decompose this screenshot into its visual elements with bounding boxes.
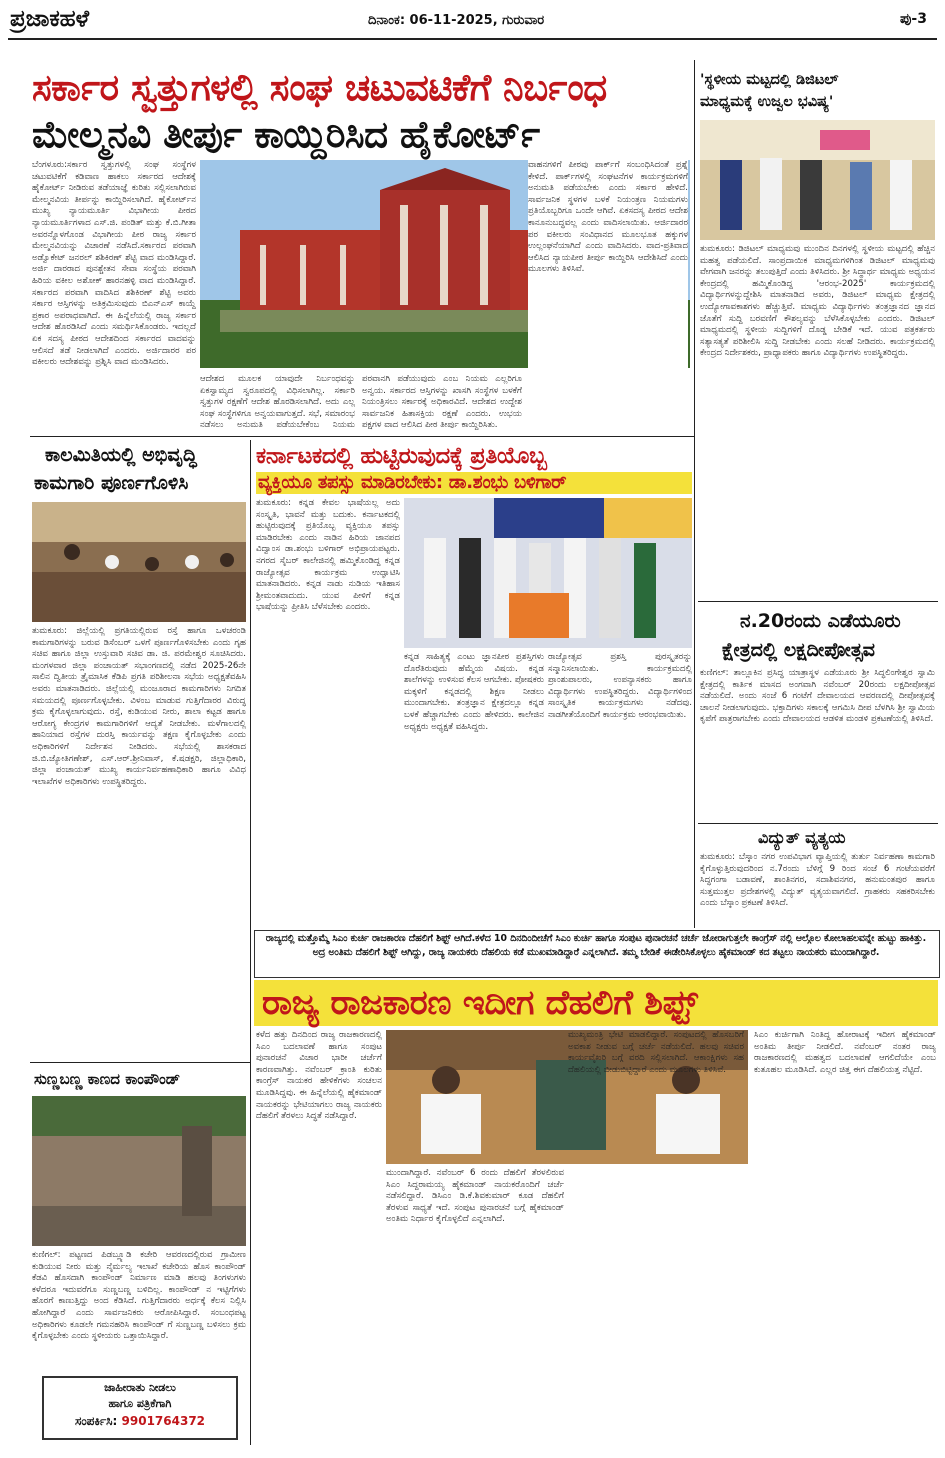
power-headline: ವಿದ್ಯುತ್ ವ್ಯತ್ಯಯ [758,828,846,847]
ad-box [42,1376,238,1440]
ad-phone: 9901764372 [121,1414,206,1428]
kalamiti-meeting-photo [32,502,246,622]
digital-headline-1: 'ಸ್ಥಳೀಯ ಮಟ್ಟದಲ್ಲಿ ಡಿಜಿಟಲ್ [700,72,839,88]
karnataka-col2: ಕನ್ನಡ ಸಾಹಿತ್ಯಕ್ಕೆ ಎಂಟು ಜ್ಞಾನಪೀಠ ಪ್ರಶಸ್ತಿಗಳು ದೊರೆತಿರುವುದು ಹೆಮ್ಮೆಯ ವಿಷಯ. ಕನ್ನಡ ಶಾಲೆಗಳನ್ನು ಉಳಿಸುವ ಕೆಲಸ ಆಗಬೇಕು. ಪೋಷಕರು ಮಕ್ಕಳಿಗೆ ಕನ್ನಡದಲ್ಲಿ ಶಿಕ್ಷಣ ನೀಡಲು ಮುಂದಾಗಬೇಕು. ತಂತ್ರಜ್ಞಾನ ಕ್ಷೇತ್ರದಲ್ಲೂ ಕನ್ನಡ ಬಳಕೆ ಹೆಚ್ಚಾಗಬೇಕು ಎಂದು ಹೇಳಿದರು. ಕಾಲೇಜಿನ ಅಧ್ಯಕ್ಷರು ಅಧ್ಯಕ್ಷತೆ ವಹಿಸಿದ್ದರು. [404,652,544,732]
politics-col1: ಕಳೆದ ಹತ್ತು ದಿನದಿಂದ ರಾಜ್ಯ ರಾಜಕಾರಣದಲ್ಲಿ ಸಿಎಂ ಬದಲಾವಣೆ ಹಾಗೂ ಸಂಪುಟ ಪುನಾರಚನೆ ವಿಚಾರ ಭಾರೀ ಚರ್ಚೆಗೆ ಕಾರಣವಾಗಿತ್ತು. ನವೆಂಬರ್ ಕ್ರಾಂತಿ ಕುರಿತು ಕಾಂಗ್ರೆಸ್ ನಾಯಕರ ಹೇಳಿಕೆಗಳು ಸಂಚಲನ ಮೂಡಿಸಿದ್ದವು. ಈ ಹಿನ್ನೆಲೆಯಲ್ಲಿ ಹೈಕಮಾಂಡ್ ನಾಯಕರನ್ನು ಭೇಟಿಯಾಗಲು ರಾಜ್ಯ ನಾಯಕರು ದೆಹಲಿಗೆ ತೆರಳಲು ಸಿದ್ಧತೆ ನಡೆಸಿದ್ದಾರೆ. [256,1030,382,1122]
kalamiti-body: ತುಮಕೂರು: ಜಿಲ್ಲೆಯಲ್ಲಿ ಪ್ರಗತಿಯಲ್ಲಿರುವ ರಸ್ತೆ ಹಾಗೂ ಒಳಚರಂಡಿ ಕಾಮಗಾರಿಗಳನ್ನು ಬರುವ ಡಿಸೆಂಬರ್ ಒಳಗೆ ಪೂರ್ಣಗೊಳಿಸಬೇಕು ಎಂದು ಗೃಹ ಸಚಿವ ಹಾಗೂ ಜಿಲ್ಲಾ ಉಸ್ತುವಾರಿ ಸಚಿವ ಡಾ. ಜಿ. ಪರಮೇಶ್ವರ ಸೂಚಿಸಿದರು. ಮಂಗಳವಾರ ಜಿಲ್ಲಾ ಪಂಚಾಯತ್ ಸಭಾಂಗಣದಲ್ಲಿ ನಡೆದ 2025-26ನೇ ಸಾಲಿನ ದ್ವಿತೀಯ ತ್ರೈಮಾಸಿಕ ಕೆಡಿಪಿ ಪ್ರಗತಿ ಪರಿಶೀಲನಾ ಸಭೆಯ ಅಧ್ಯಕ್ಷತೆವಹಿಸಿ ಅವರು ಮಾತನಾಡಿದರು. ಜಿಲ್ಲೆಯಲ್ಲಿ ಮಂಜೂರಾದ ಕಾಮಗಾರಿಗಳು ನಿಗದಿತ ಸಮಯದಲ್ಲಿ ಪೂರ್ಣಗೊಳ್ಳಬೇಕು. ವಿಳಂಬ ಮಾಡುವ ಗುತ್ತಿಗೆದಾರರ ವಿರುದ್ಧ ಕ್ರಮ ಕೈಗೊಳ್ಳಲಾಗುವುದು. ರಸ್ತೆ, ಕುಡಿಯುವ ನೀರು, ಶಾಲಾ ಕಟ್ಟಡ ಹಾಗೂ ಆರೋಗ್ಯ ಕೇಂದ್ರಗಳ ಕಾಮಗಾರಿಗಳಿಗೆ ಆದ್ಯತೆ ನೀಡಬೇಕು. ಮಳೆಗಾಲದಲ್ಲಿ ಹಾನಿಯಾದ ರಸ್ತೆಗಳ ದುರಸ್ತಿ ಕಾರ್ಯವನ್ನು ತಕ್ಷಣ ಕೈಗೊಳ್ಳಬೇಕು ಎಂದು ಅಧಿಕಾರಿಗಳಿಗೆ ನಿರ್ದೇಶನ ನೀಡಿದರು. ಸಭೆಯಲ್ಲಿ ಶಾಸಕರಾದ ಜಿ.ಬಿ.ಜ್ಯೋತಿಗಣೇಶ್, ಎಸ್.ಆರ್.ಶ್ರೀನಿವಾಸ್, ಕೆ.ಷಡಕ್ಷರಿ, ಜಿಲ್ಲಾಧಿಕಾರಿ, ಜಿಲ್ಲಾ ಪಂಚಾಯತ್ ಮುಖ್ಯ ಕಾರ್ಯನಿರ್ವಹಣಾಧಿಕಾರಿ ಹಾಗೂ ವಿವಿಧ ಇಲಾಖೆಗಳ ಅಧಿಕಾರಿಗಳು ಉಪಸ್ಥಿತರಿದ್ದರು. [32,626,246,787]
lead-headline-2: ಮೇಲ್ಮನವಿ ತೀರ್ಪು ಕಾಯ್ದಿರಿಸಿದ ಹೈಕೋರ್ಟ್ [32,113,540,156]
lead-col1: ಬೆಂಗಳೂರು:ಸರ್ಕಾರ ಸ್ವತ್ತುಗಳಲ್ಲಿ ಸಂಘ ಸಂಸ್ಥೆಗಳ ಚಟುವಟಿಕೆಗೆ ಕಡಿವಾಣ ಹಾಕಲು ಸರ್ಕಾರದ ಆದೇಶಕ್ಕೆ ಹೈಕೋರ್ಟ್ ನೀಡಿರುವ ತಡೆಯಾಜ್ಞೆ ಕುರಿತು ಸಲ್ಲಿಸಲಾಗಿರುವ ಮೇಲ್ಮನವಿಯ ತೀರ್ಪನ್ನು ಕಾಯ್ದಿರಿಸಲಾಗಿದೆ. ಹೈಕೋರ್ಟ್‌ನ ಮುಖ್ಯ ನ್ಯಾಯಮೂರ್ತಿ ವಿಭಾಗೀಯ ಪೀಠದ ನ್ಯಾಯಮೂರ್ತಿಗಳಾದ ಎಸ್.ಜಿ. ಪಂಡಿತ್ ಮತ್ತು ಕೆ.ಬಿ.ಗೀತಾ ಅವರನ್ನೊಳಗೊಂಡ ವಿಭಾಗೀಯ ಪೀಠ ರಾಜ್ಯ ಸರ್ಕಾರ ಮೇಲ್ಮನವಿಯನ್ನು ವಿಚಾರಣೆ ನಡೆಸಿದೆ.ಸರ್ಕಾರದ ಪರವಾಗಿ ಅಡ್ವೊಕೇಟ್ ಜನರಲ್ ಶಶಿಕಿರಣ್ ಶೆಟ್ಟಿ ವಾದ ಮಂಡಿಸಿದ್ದಾರೆ. ಅರ್ಜಿ ದಾರರಾದ ಪುನಶ್ಚೇತನ ಸೇವಾ ಸಂಸ್ಥೆಯ ಪರವಾಗಿ ಹಿರಿಯ ವಕೀಲ ಅಶೋಕ್ ಹಾರನಹಳ್ಳಿ ವಾದ ಮಂಡಿಸಿದ್ದಾರೆ. ಸರ್ಕಾರದ ಪರವಾಗಿ ವಾದಿಸಿದ ಶಶಿಕಿರಣ್ ಶೆಟ್ಟಿ ಅವರು ಸರ್ಕಾರ ಆಸ್ತಿಗಳನ್ನು ಅತಿಕ್ರಮಿಸುವುದು ಬಿಎನ್‌ಎಸ್ ಕಾಯ್ದೆ ಪ್ರಕಾರ ಅಪರಾಧವಾಗಿದೆ. ಈ ಹಿನ್ನೆಲೆಯಲ್ಲಿ ರಾಜ್ಯ ಸರ್ಕಾರ ಆದೇಶ ಹೊರಡಿಸಿದೆ ಎಂದು ಸಮರ್ಥಿಸಿಕೊಂಡರು. ಇದಲ್ಲದೆ ಏಕ ಸದಸ್ಯ ಪೀಠದ ಆದೇಶದಿಂದ ಸರ್ಕಾರದ ವಾದವನ್ನು ಆಲಿಸದೆ ತಡೆ ನೀಡಲಾಗಿದೆ ಎಂದರು. ಅರ್ಜಿದಾರರ ಪರ ವಕೀಲರು ಆದೇಶವನ್ನು ಪ್ರಶ್ನಿಸಿ ವಾದ ಮಂಡಿಸಿದರು. [32,160,196,368]
politics-col4: ಸಿಎಂ ಕುರ್ಚಿಗಾಗಿ ನಿಂತಿದ್ದ ಹೋರಾಟಕ್ಕೆ ಇದೀಗ ಹೈಕಮಾಂಡ್ ಅಂತಿಮ ತೀರ್ಪು ನೀಡಲಿದೆ. ನವೆಂಬರ್ ನಂತರ ರಾಜ್ಯ ರಾಜಕಾರಣದಲ್ಲಿ ಮಹತ್ವದ ಬದಲಾವಣೆ ಆಗಲಿದೆಯೇ ಎಂಬ ಕುತೂಹಲ ಮೂಡಿಸಿದೆ. ಎಲ್ಲರ ಚಿತ್ತ ಈಗ ದೆಹಲಿಯತ್ತ ನೆಟ್ಟಿದೆ. [754,1030,936,1075]
lead-headline-1: ಸರ್ಕಾರ ಸ್ವತ್ತುಗಳಲ್ಲಿ ಸಂಘ ಚಟುವಟಿಕೆಗೆ ನಿರ್ಬಂಧ [32,66,607,109]
lakshadeepa-body: ಕುಣಿಗಲ್: ತಾಲ್ಲೂಕಿನ ಪ್ರಸಿದ್ಧ ಯಾತ್ರಾಸ್ಥಳ ಎಡೆಯೂರು ಶ್ರೀ ಸಿದ್ಧಲಿಂಗೇಶ್ವರ ಸ್ವಾಮಿ ಕ್ಷೇತ್ರದಲ್ಲಿ ಕಾರ್ತಿಕ ಮಾಸದ ಅಂಗವಾಗಿ ನವೆಂಬರ್ 20ರಂದು ಲಕ್ಷದೀಪೋತ್ಸವ ನಡೆಯಲಿದೆ. ಅಂದು ಸಂಜೆ 6 ಗಂಟೆಗೆ ದೇವಾಲಯದ ಆವರಣದಲ್ಲಿ ದೀಪೋತ್ಸವಕ್ಕೆ ಚಾಲನೆ ನೀಡಲಾಗುವುದು. ಭಕ್ತಾದಿಗಳು ಸಕಾಲಕ್ಕೆ ಆಗಮಿಸಿ ದೀಪ ಬೆಳಗಿಸಿ ಶ್ರೀ ಸ್ವಾಮಿಯ ಕೃಪೆಗೆ ಪಾತ್ರರಾಗಬೇಕು ಎಂದು ದೇವಾಲಯದ ಆಡಳಿತ ಮಂಡಳಿ ಪ್ರಕಟಣೆಯಲ್ಲಿ ತಿಳಿಸಿದೆ. [700,668,935,725]
lakshadeepa-rule [698,601,938,602]
lead-col3: ಪರವಾನಗಿ ಪಡೆಯುವುದು ಎಂಬ ನಿಯಮ ಎಲ್ಲರಿಗೂ ಅನ್ವಯ. ಸರ್ಕಾರದ ಆಸ್ತಿಗಳನ್ನು ಖಾಸಗಿ ಸಂಸ್ಥೆಗಳ ಬಳಕೆಗೆ ನಿಯಂತ್ರಿಸಲು ಸರ್ಕಾರಕ್ಕೆ ಅಧಿಕಾರವಿದೆ. ಆದೇಶದ ಉದ್ದೇಶ ಸಾರ್ವಜನಿಕ ಹಿತಾಸಕ್ತಿಯ ರಕ್ಷಣೆ ಎಂದರು. ಉಭಯ ಪಕ್ಷಗಳ ವಾದ ಆಲಿಸಿದ ಪೀಠ ತೀರ್ಪು ಕಾಯ್ದಿರಿಸಿತು. [362,374,522,431]
left-column-rule [250,440,251,1445]
power-rule [698,823,938,824]
karnataka-col3: ರಾಜ್ಯೋತ್ಸವ ಪ್ರಶಸ್ತಿ ಪುರಸ್ಕೃತರನ್ನು ಸನ್ಮಾನಿಸಲಾಯಿತು. ಕಾರ್ಯಕ್ರಮದಲ್ಲಿ ಪ್ರಾಂಶುಪಾಲರು, ಉಪನ್ಯಾಸಕರು ಹಾಗೂ ವಿದ್ಯಾರ್ಥಿಗಳು ಉಪಸ್ಥಿತರಿದ್ದರು. ವಿದ್ಯಾರ್ಥಿಗಳಿಂದ ಸಾಂಸ್ಕೃತಿಕ ಕಾರ್ಯಕ್ರಮಗಳು ನಡೆದವು. ನಾಡಗೀತೆಯೊಂದಿಗೆ ಕಾರ್ಯಕ್ರಮ ಆರಂಭವಾಯಿತು. [548,652,692,720]
ad-contact-label: ಸಂಪರ್ಕಿಸಿ: [74,1414,118,1428]
lead-col2: ಆದೇಶದ ಮೂಲಕ ಯಾವುದೇ ನಿರ್ಬಂಧವನ್ನು ಏಕಸ್ವಾಮ್ಯದ ಸ್ವರೂಪದಲ್ಲಿ ವಿಧಿಸಲಾಗಿಲ್ಲ. ಸರ್ಕಾರಿ ಸ್ವತ್ತುಗಳ ರಕ್ಷಣೆಗೆ ಆದೇಶ ಹೊರಡಿಸಲಾಗಿದೆ. ಅದು ಎಲ್ಲ ಸಂಘ ಸಂಸ್ಥೆಗಳಿಗೂ ಅನ್ವಯವಾಗುತ್ತದೆ. ಸಭೆ, ಸಮಾರಂಭ ನಡೆಸಲು ಅನುಮತಿ ಪಡೆಯಬೇಕೆಂಬ ನಿಯಮ [200,374,355,431]
lakshadeepa-headline-2: ಕ್ಷೇತ್ರದಲ್ಲಿ ಲಕ್ಷದೀಪೋತ್ಸವ [722,639,875,661]
digital-event-photo [700,120,935,240]
page-number: ಪು-3 [900,11,927,27]
right-column-rule [694,60,695,928]
karnataka-event-photo [404,498,692,648]
compound-rule [30,1062,250,1063]
politics-headline: ರಾಜ್ಯ ರಾಜಕಾರಣ ಇದೀಗ ದೆಹಲಿಗೆ ಶಿಫ್ಟ್ [262,983,698,1023]
power-body: ತುಮಕೂರು: ಬೆಸ್ಕಾಂ ನಗರ ಉಪವಿಭಾಗ ವ್ಯಾಪ್ತಿಯಲ್ಲಿ ತುರ್ತು ನಿರ್ವಹಣಾ ಕಾಮಗಾರಿ ಕೈಗೊಳ್ಳುತ್ತಿರುವುದರಿಂದ ನ.7ರಂದು ಬೆಳಿಗ್ಗೆ 9 ರಿಂದ ಸಂಜೆ 6 ಗಂಟೆಯವರೆಗೆ ಸಿದ್ಧಗಂಗಾ ಬಡಾವಣೆ, ಶಾಂತಿನಗರ, ಸದಾಶಿವನಗರ, ಹನುಮಂತಪುರ ಹಾಗೂ ಸುತ್ತಮುತ್ತಲ ಪ್ರದೇಶಗಳಲ್ಲಿ ವಿದ್ಯುತ್ ವ್ಯತ್ಯಯವಾಗಲಿದೆ. ಗ್ರಾಹಕರು ಸಹಕರಿಸಬೇಕು ಎಂದು ಬೆಸ್ಕಾಂ ಪ್ರಕಟಣೆ ತಿಳಿಸಿದೆ. [700,852,935,909]
politics-col2: ಮುಂದಾಗಿದ್ದಾರೆ. ನವೆಂಬರ್ 6 ರಂದು ದೆಹಲಿಗೆ ತೆರಳಲಿರುವ ಸಿಎಂ ಸಿದ್ದರಾಮಯ್ಯ ಹೈಕಮಾಂಡ್ ನಾಯಕರೊಂದಿಗೆ ಚರ್ಚೆ ನಡೆಸಲಿದ್ದಾರೆ. ಡಿಸಿಎಂ ಡಿ.ಕೆ.ಶಿವಕುಮಾರ್ ಕೂಡ ದೆಹಲಿಗೆ ತೆರಳುವ ಸಾಧ್ಯತೆ ಇದೆ. ಸಂಪುಟ ಪುನಾರಚನೆ ಬಗ್ಗೆ ಹೈಕಮಾಂಡ್ ಅಂತಿಮ ನಿರ್ಧಾರ ಕೈಗೊಳ್ಳಲಿದೆ ಎನ್ನಲಾಗಿದೆ. [386,1168,564,1225]
karnataka-headline-1: ಕರ್ನಾಟಕದಲ್ಲಿ ಹುಟ್ಟಿರುವುದಕ್ಕೆ ಪ್ರತಿಯೊಬ್ಬ [256,443,547,469]
masthead-rule [8,38,937,40]
karnataka-col1: ತುಮಕೂರು: ಕನ್ನಡ ಕೇವಲ ಭಾಷೆಯಲ್ಲ ಅದು ಸಂಸ್ಕೃತಿ, ಭಾವನೆ ಮತ್ತು ಬದುಕು. ಕರ್ನಾಟಕದಲ್ಲಿ ಹುಟ್ಟಿರುವುದಕ್ಕೆ ಪ್ರತಿಯೊಬ್ಬ ವ್ಯಕ್ತಿಯೂ ತಪಸ್ಸು ಮಾಡಿರಬೇಕು ಎಂದು ನಾಡಿನ ಹಿರಿಯ ಜಾನಪದ ವಿದ್ವಾಂಸ ಡಾ.ಶಂಭು ಬಳಿಗಾರ್ ಅಭಿಪ್ರಾಯಪಟ್ಟರು. ನಗರದ ಸೈಬರ್ ಕಾಲೇಜಿನಲ್ಲಿ ಹಮ್ಮಿಕೊಂಡಿದ್ದ ಕನ್ನಡ ರಾಜ್ಯೋತ್ಸವ ಕಾರ್ಯಕ್ರಮ ಉದ್ಘಾಟಿಸಿ ಮಾತನಾಡಿದರು. ಕನ್ನಡ ನಾಡು ನುಡಿಯ ಇತಿಹಾಸ ಶ್ರೀಮಂತವಾದುದು. ಯುವ ಪೀಳಿಗೆ ಕನ್ನಡ ಭಾಷೆಯನ್ನು ಪ್ರೀತಿಸಿ ಬೆಳೆಸಬೇಕು ಎಂದರು. [256,498,400,613]
lakshadeepa-headline-1: ನ.20ರಂದು ಎಡೆಯೂರು [740,610,901,632]
ad-line2: ಹಾಗೂ ಪತ್ರಿಕೆಗಾಗಿ [108,1397,172,1410]
kalamiti-headline-2: ಕಾಮಗಾರಿ ಪೂರ್ಣಗೊಳಿಸಿ [34,472,189,494]
karnataka-headline-2: ವ್ಯಕ್ತಿಯೂ ತಪಸ್ಸು ಮಾಡಿರಬೇಕು: ಡಾ.ಶಂಭು ಬಳಿಗಾರ್ [258,472,567,493]
kalamiti-headline-1: ಕಾಲಮಿತಿಯಲ್ಲಿ ಅಭಿವೃದ್ಧಿ [45,444,197,466]
lead-bottom-rule [30,436,694,437]
ad-line1: ಜಾಹೀರಾತು ನೀಡಲು [104,1381,176,1394]
paper-name: ಪ್ರಜಾಕಹಳೆ [10,6,90,32]
politics-col3: ಮುಖ್ಯಮಂತ್ರಿ ಭೇಟಿ ಮಾಡಲಿದ್ದಾರೆ. ಸಂಪುಟದಲ್ಲಿ ಹೊಸಬರಿಗೆ ಅವಕಾಶ ನೀಡುವ ಬಗ್ಗೆ ಚರ್ಚೆ ನಡೆಯಲಿದೆ. ಹಲವು ಸಚಿವರ ಕಾರ್ಯವೈಖರಿ ಬಗ್ಗೆ ವರದಿ ಸಲ್ಲಿಸಲಾಗಿದೆ. ಆಕಾಂಕ್ಷಿಗಳು ಸಹ ದೆಹಲಿಯಲ್ಲಿ ಬೀಡುಬಿಟ್ಟಿದ್ದಾರೆ ಎಂದು ಮೂಲಗಳು ತಿಳಿಸಿವೆ. [568,1030,744,1075]
digital-body: ತುಮಕೂರು: ಡಿಜಿಟಲ್ ಮಾಧ್ಯಮವು ಮುಂದಿನ ದಿನಗಳಲ್ಲಿ ಸ್ಥಳೀಯ ಮಟ್ಟದಲ್ಲಿ ಹೆಚ್ಚಿನ ಮಹತ್ವ ಪಡೆಯಲಿದೆ. ಸಾಂಪ್ರದಾಯಿಕ ಮಾಧ್ಯಮಗಳಿಗಿಂತ ಡಿಜಿಟಲ್ ಮಾಧ್ಯಮವು ವೇಗವಾಗಿ ಜನರನ್ನು ತಲುಪುತ್ತಿದೆ ಎಂದು ತಿಳಿಸಿದರು. ಶ್ರೀ ಸಿದ್ಧಾರ್ಥ ಮಾಧ್ಯಮ ಅಧ್ಯಯನ ಕೇಂದ್ರದಲ್ಲಿ ಹಮ್ಮಿಕೊಂಡಿದ್ದ 'ಆರಂಭ-2025' ಕಾರ್ಯಕ್ರಮದಲ್ಲಿ ವಿದ್ಯಾರ್ಥಿಗಳನ್ನುದ್ದೇಶಿಸಿ ಮಾತನಾಡಿದ ಅವರು, ಡಿಜಿಟಲ್ ಮಾಧ್ಯಮ ಕ್ಷೇತ್ರದಲ್ಲಿ ಉದ್ಯೋಗಾವಕಾಶಗಳು ಹೆಚ್ಚುತ್ತಿವೆ. ಮಾಧ್ಯಮ ವಿದ್ಯಾರ್ಥಿಗಳು ತಂತ್ರಜ್ಞಾನದ ಜ್ಞಾನದ ಜೊತೆಗೆ ಸುದ್ದಿ ಬರವಣಿಗೆ ಕೌಶಲ್ಯವನ್ನು ಬೆಳೆಸಿಕೊಳ್ಳಬೇಕು ಎಂದರು. ಡಿಜಿಟಲ್ ಮಾಧ್ಯಮದಲ್ಲಿ ಸ್ಥಳೀಯ ಸುದ್ದಿಗಳಿಗೆ ದೊಡ್ಡ ಬೇಡಿಕೆ ಇದೆ. ಯುವ ಪತ್ರಕರ್ತರು ಸತ್ಯಾಸತ್ಯತೆ ಪರಿಶೀಲಿಸಿ ಸುದ್ದಿ ನೀಡಬೇಕು ಎಂದು ಸಲಹೆ ನೀಡಿದರು. ಕಾರ್ಯಕ್ರಮದಲ್ಲಿ ಕೇಂದ್ರದ ನಿರ್ದೇಶಕರು, ಪ್ರಾಧ್ಯಾಪಕರು ಹಾಗೂ ವಿದ್ಯಾರ್ಥಿಗಳು ಉಪಸ್ಥಿತರಿದ್ದರು. [700,244,935,359]
compound-headline: ಸುಣ್ಣಬಣ್ಣ ಕಾಣದ ಕಾಂಪೌಂಡ್ [34,1070,181,1088]
politics-deck: ರಾಜ್ಯದಲ್ಲಿ ಮತ್ತೊಮ್ಮೆ ಸಿಎಂ ಕುರ್ಚಿ ರಾಜಕಾರಣ ದೆಹಲಿಗೆ ಶಿಫ್ಟ್ ಆಗಿದೆ.ಕಳೆದ 10 ದಿನದಿಂದೀಚೆಗೆ ಸಿಎಂ ಕುರ್ಚಿ ಹಾಗೂ ಸಂಪುಟ ಪುನಾರಚನೆ ಚರ್ಚೆ ಜೋರಾಗುತ್ತಲೇ ಕಾಂಗ್ರೆಸ್ ನಲ್ಲಿ ಆಲ್ಗೊಲ ಕೋಲಾಹಲವನ್ನೇ ಹುಟ್ಟು ಹಾಕಿತ್ತು. ಅದ್ರ ಅಂತಿಮ ದೆಹಲಿಗೆ ಶಿಫ್ಟ್ ಆಗಿದ್ದು, ರಾಜ್ಯ ನಾಯಕರು ದೆಹಲಿಯ ಕಡೆ ಮುಖಮಾಡಿದ್ದಾರೆ ಎನ್ನಲಾಗಿದೆ. ತಮ್ಮ ಬೇಡಿಕೆ ಈಡೇರಿಸಿಕೊಳ್ಳಲು ಹೈಕಮಾಂಡ್ ಕದ ತಟ್ಟಲು ನಾಯಕರು ಮುಂದಾಗಿದ್ದಾರೆ. [265,933,927,958]
date-line: ದಿನಾಂಕ: 06-11-2025, ಗುರುವಾರ [368,13,545,28]
lead-col4: ವಾಹನಗಳಿಗೆ ಪೀಠವು ಪಾರ್ಕ್‌ಗೆ ಸಂಬಂಧಿಸಿದಂತೆ ಪ್ರಶ್ನೆ ಕೇಳಿದೆ. ಪಾರ್ಕ್‌ಗಳಲ್ಲಿ ಸಂಘಟನೆಗಳ ಕಾರ್ಯಕ್ರಮಗಳಿಗೆ ಅನುಮತಿ ಪಡೆಯಬೇಕು ಎಂದು ಸರ್ಕಾರ ಹೇಳಿದೆ. ಸಾರ್ವಜನಿಕ ಸ್ಥಳಗಳ ಬಳಕೆ ನಿಯಂತ್ರಣ ನಿಯಮಗಳು ಪ್ರತಿಯೊಬ್ಬರಿಗೂ ಒಂದೇ ಆಗಿವೆ. ಏಕಸದಸ್ಯ ಪೀಠದ ಆದೇಶ ಕಾನೂನುಬದ್ಧವಲ್ಲ ಎಂದು ವಾದಿಸಲಾಯಿತು. ಆರ್ಜಿದಾರರ ಪರ ವಕೀಲರು ಸಂವಿಧಾನದ ಮೂಲಭೂತ ಹಕ್ಕುಗಳ ಉಲ್ಲಂಘನೆಯಾಗಿದೆ ಎಂದು ವಾದಿಸಿದರು. ವಾದ-ಪ್ರತಿವಾದ ಆಲಿಸಿದ ನ್ಯಾಯಪೀಠ ತೀರ್ಪು ಕಾಯ್ದಿರಿಸಿ ಆದೇಶಿಸಿದೆ ಎಂದು ಮೂಲಗಳು ತಿಳಿಸಿವೆ. [528,160,688,432]
compound-wall-photo [32,1096,246,1246]
compound-body: ಕುಣಿಗಲ್: ಪಟ್ಟಣದ ಪಿಡಬ್ಲ್ಯೂಡಿ ಕಚೇರಿ ಆವರಣದಲ್ಲಿರುವ ಗ್ರಾಮೀಣ ಕುಡಿಯುವ ನೀರು ಮತ್ತು ನೈರ್ಮಲ್ಯ ಇಲಾಖೆ ಕಚೇರಿಯ ಹೊಸ ಕಾಂಪೌಂಡ್ ಕೆಡವಿ ಹೊಸದಾಗಿ ಕಾಂಪೌಂಡ್ ನಿರ್ಮಾಣ ಮಾಡಿ ಹಲವು ತಿಂಗಳುಗಳು ಕಳೆದರೂ ಇದುವರೆಗೂ ಸುಣ್ಣಬಣ್ಣ ಬಳಿದಿಲ್ಲ. ಕಾಂಪೌಂಡ್ ನ ಇಟ್ಟಿಗೆಗಳು ಹೊರಗೆ ಕಾಣುತ್ತಿದ್ದು ಅಂದ ಕೆಡಿಸಿದೆ. ಗುತ್ತಿಗೆದಾರರು ಅರ್ಧಕ್ಕೆ ಕೆಲಸ ನಿಲ್ಲಿಸಿ ಹೋಗಿದ್ದಾರೆ ಎಂದು ಸಾರ್ವಜನಿಕರು ಆರೋಪಿಸಿದ್ದಾರೆ. ಸಂಬಂಧಪಟ್ಟ ಅಧಿಕಾರಿಗಳು ಕೂಡಲೇ ಗಮನಹರಿಸಿ ಕಾಂಪೌಂಡ್ ಗೆ ಸುಣ್ಣಬಣ್ಣ ಬಳಿಸಲು ಕ್ರಮ ಕೈಗೊಳ್ಳಬೇಕು ಎಂದು ಸ್ಥಳೀಯರು ಒತ್ತಾಯಿಸಿದ್ದಾರೆ. [32,1250,246,1342]
digital-headline-2: ಮಾಧ್ಯಮಕ್ಕೆ ಉಜ್ವಲ ಭವಿಷ್ಯ' [700,94,834,110]
